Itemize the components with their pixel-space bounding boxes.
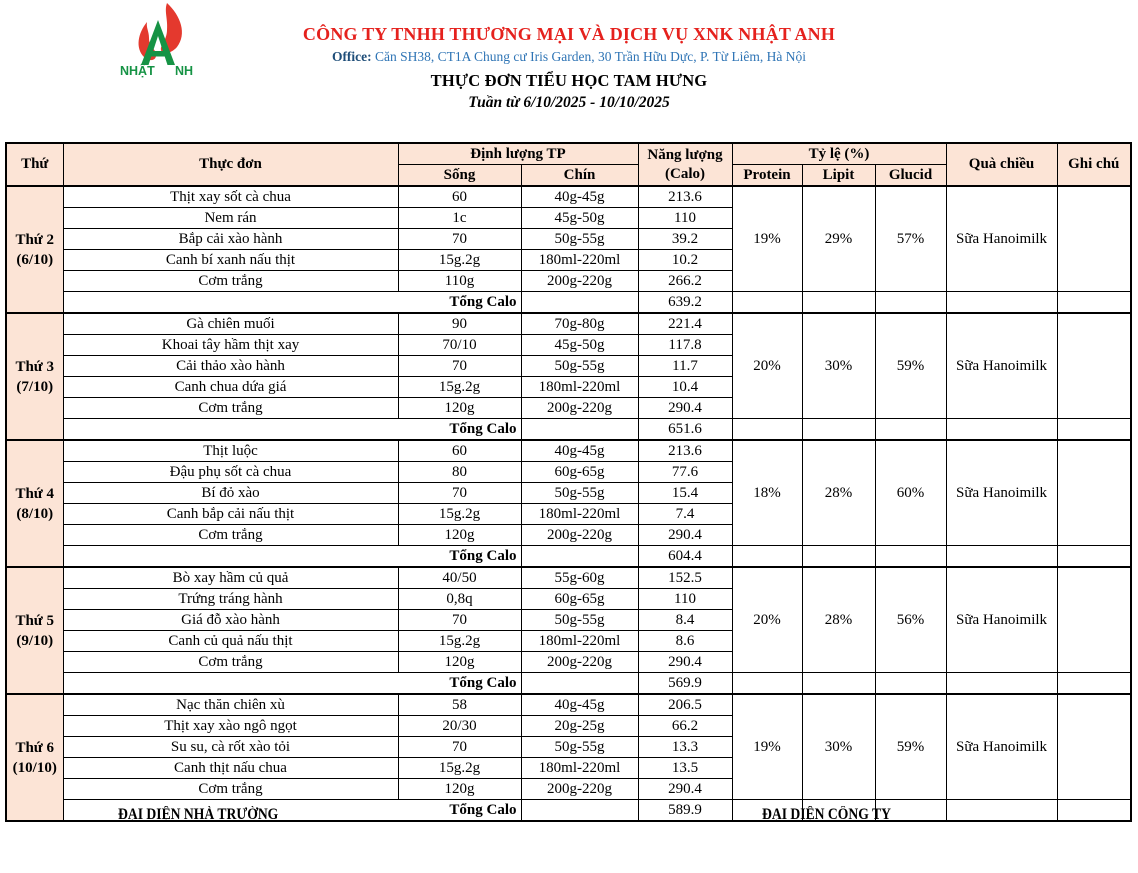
dish-song: 70: [398, 229, 521, 250]
dish-calo: 8.6: [638, 631, 732, 652]
dish-calo: 66.2: [638, 716, 732, 737]
ghi-chu-value: [1057, 694, 1131, 800]
dish-song: 20/30: [398, 716, 521, 737]
dish-chin: 40g-45g: [521, 694, 638, 716]
office-address-line: [0, 49, 1138, 65]
total-calo-value: 589.9: [638, 800, 732, 822]
glucid-value: 56%: [875, 567, 946, 673]
total-calo-value: 604.4: [638, 546, 732, 568]
menu-table: [5, 142, 1132, 822]
page-title: THỰC ĐƠN TIỂU HỌC TAM HƯNG: [430, 71, 708, 90]
dish-song: 80: [398, 462, 521, 483]
glucid-value: 59%: [875, 313, 946, 419]
empty-cell: [1057, 800, 1131, 822]
table-row: [6, 186, 1131, 208]
company-representative-label: ĐẠI DIỆN CÔNG TY: [762, 806, 891, 823]
protein-value: 20%: [732, 567, 802, 673]
qua-chieu-value: Sữa Hanoimilk: [946, 186, 1057, 292]
dish-chin: 180ml-220ml: [521, 758, 638, 779]
dish-name: Cải thảo xào hành: [63, 356, 398, 377]
col-header-protein: Protein: [732, 165, 802, 187]
dish-chin: 40g-45g: [521, 440, 638, 462]
logo-text-left: NHẬT: [120, 64, 155, 78]
empty-cell: [521, 673, 638, 695]
dish-song: 60: [398, 186, 521, 208]
col-header-dinh-luong: Định lượng TP: [398, 143, 638, 165]
dish-name: Canh bí xanh nấu thịt: [63, 250, 398, 271]
dish-name: Thịt luộc: [63, 440, 398, 462]
dish-name: Canh chua dứa giá: [63, 377, 398, 398]
day-label: [6, 694, 63, 821]
empty-cell: [946, 800, 1057, 822]
dish-calo: 77.6: [638, 462, 732, 483]
dish-song: 15g.2g: [398, 758, 521, 779]
dish-song: 70/10: [398, 335, 521, 356]
empty-cell: [802, 546, 875, 568]
dish-chin: 180ml-220ml: [521, 250, 638, 271]
document-header: [0, 24, 1138, 112]
dish-name: Thịt xay sốt cà chua: [63, 186, 398, 208]
col-header-thu: Thứ: [6, 143, 63, 186]
office-label: Office:: [331, 49, 372, 64]
col-header-nang-luong-line2: (Calo): [665, 165, 705, 182]
empty-cell: [946, 419, 1057, 441]
dish-song: 120g: [398, 525, 521, 546]
day-date: (8/10): [16, 505, 54, 522]
col-header-nang-luong: [638, 143, 732, 186]
dish-song: 15g.2g: [398, 504, 521, 525]
day-name: Thứ 6: [15, 739, 55, 756]
empty-cell: [802, 292, 875, 314]
day-date: (6/10): [16, 251, 54, 268]
table-row: [6, 567, 1131, 589]
empty-cell: [732, 546, 802, 568]
dish-calo: 152.5: [638, 567, 732, 589]
total-row: [6, 419, 1131, 441]
glucid-value: 59%: [875, 694, 946, 800]
dish-calo: 110: [638, 208, 732, 229]
protein-value: 20%: [732, 313, 802, 419]
col-header-thuc-don: Thực đơn: [63, 143, 398, 186]
day-name: Thứ 3: [15, 358, 55, 375]
total-row: [6, 292, 1131, 314]
dish-chin: 50g-55g: [521, 610, 638, 631]
dish-chin: 50g-55g: [521, 737, 638, 758]
day-label: [6, 440, 63, 567]
dish-chin: 45g-50g: [521, 335, 638, 356]
dish-song: 110g: [398, 271, 521, 292]
dish-chin: 50g-55g: [521, 229, 638, 250]
col-header-qua-chieu: Quà chiều: [946, 143, 1057, 186]
day-name: Thứ 4: [15, 485, 55, 502]
dish-song: 15g.2g: [398, 250, 521, 271]
dish-calo: 39.2: [638, 229, 732, 250]
empty-cell: [521, 292, 638, 314]
table-row: [6, 440, 1131, 462]
dish-song: 120g: [398, 779, 521, 800]
dish-calo: 290.4: [638, 398, 732, 419]
dish-name: Nạc thăn chiên xù: [63, 694, 398, 716]
dish-calo: 290.4: [638, 525, 732, 546]
logo-text-right: NH: [175, 64, 194, 78]
dish-song: 70: [398, 737, 521, 758]
table-row: [6, 694, 1131, 716]
total-row: [6, 673, 1131, 695]
total-label: Tổng Calo: [63, 419, 521, 441]
dish-name: Bò xay hầm củ quả: [63, 567, 398, 589]
dish-calo: 13.5: [638, 758, 732, 779]
total-label: Tổng Calo: [63, 673, 521, 695]
dish-song: 1c: [398, 208, 521, 229]
dish-chin: 180ml-220ml: [521, 377, 638, 398]
empty-cell: [732, 419, 802, 441]
dish-calo: 15.4: [638, 483, 732, 504]
empty-cell: [1057, 419, 1131, 441]
empty-cell: [732, 292, 802, 314]
dish-name: Cơm trắng: [63, 779, 398, 800]
dish-name: Trứng tráng hành: [63, 589, 398, 610]
dish-chin: 200g-220g: [521, 525, 638, 546]
empty-cell: [875, 292, 946, 314]
empty-cell: [521, 419, 638, 441]
lipit-value: 30%: [802, 694, 875, 800]
dish-song: 70: [398, 356, 521, 377]
dish-name: Cơm trắng: [63, 398, 398, 419]
dish-name: Giá đỗ xào hành: [63, 610, 398, 631]
dish-chin: 70g-80g: [521, 313, 638, 335]
dish-chin: 200g-220g: [521, 779, 638, 800]
col-header-chin: Chín: [521, 165, 638, 187]
protein-value: 19%: [732, 186, 802, 292]
dish-song: 120g: [398, 652, 521, 673]
col-header-ghi-chu: Ghi chú: [1057, 143, 1131, 186]
dish-name: Cơm trắng: [63, 525, 398, 546]
dish-calo: 206.5: [638, 694, 732, 716]
empty-cell: [946, 673, 1057, 695]
dish-song: 90: [398, 313, 521, 335]
day-label: [6, 567, 63, 694]
col-header-nang-luong-line1: Năng lượng: [647, 146, 723, 163]
total-label: Tổng Calo: [63, 546, 521, 568]
empty-cell: [521, 546, 638, 568]
dish-song: 15g.2g: [398, 377, 521, 398]
table-row: [6, 313, 1131, 335]
glucid-value: 60%: [875, 440, 946, 546]
empty-cell: [1057, 546, 1131, 568]
day-label: [6, 186, 63, 313]
dish-name: Gà chiên muối: [63, 313, 398, 335]
protein-value: 19%: [732, 694, 802, 800]
empty-cell: [875, 546, 946, 568]
dish-chin: 60g-65g: [521, 589, 638, 610]
empty-cell: [875, 419, 946, 441]
ghi-chu-value: [1057, 186, 1131, 292]
dish-song: 60: [398, 440, 521, 462]
lipit-value: 30%: [802, 313, 875, 419]
empty-cell: [946, 546, 1057, 568]
dish-name: Canh củ quả nấu thịt: [63, 631, 398, 652]
dish-calo: 10.4: [638, 377, 732, 398]
total-calo-value: 651.6: [638, 419, 732, 441]
dish-chin: 45g-50g: [521, 208, 638, 229]
dish-name: Cơm trắng: [63, 652, 398, 673]
dish-calo: 8.4: [638, 610, 732, 631]
company-name: CÔNG TY TNHH THƯƠNG MẠI VÀ DỊCH VỤ XNK NHẬT ANH: [302, 24, 836, 44]
dish-chin: 50g-55g: [521, 483, 638, 504]
dish-song: 70: [398, 483, 521, 504]
dish-calo: 110: [638, 589, 732, 610]
dish-name: Khoai tây hầm thịt xay: [63, 335, 398, 356]
empty-cell: [802, 419, 875, 441]
dish-calo: 13.3: [638, 737, 732, 758]
dish-chin: 40g-45g: [521, 186, 638, 208]
day-date: (7/10): [16, 378, 54, 395]
dish-calo: 290.4: [638, 652, 732, 673]
dish-calo: 221.4: [638, 313, 732, 335]
day-label: [6, 313, 63, 440]
dish-chin: 200g-220g: [521, 398, 638, 419]
dish-chin: 200g-220g: [521, 652, 638, 673]
dish-calo: 10.2: [638, 250, 732, 271]
empty-cell: [732, 673, 802, 695]
lipit-value: 29%: [802, 186, 875, 292]
qua-chieu-value: Sữa Hanoimilk: [946, 694, 1057, 800]
office-address: Căn SH38, CT1A Chung cư Iris Garden, 30 Trần Hữu Dực, P. Từ Liêm, Hà Nội: [375, 49, 807, 64]
empty-cell: [521, 800, 638, 822]
protein-value: 18%: [732, 440, 802, 546]
qua-chieu-value: Sữa Hanoimilk: [946, 313, 1057, 419]
total-label: Tổng Calo: [63, 292, 521, 314]
dish-name: Su su, cà rốt xào tỏi: [63, 737, 398, 758]
ghi-chu-value: [1057, 440, 1131, 546]
lipit-value: 28%: [802, 440, 875, 546]
dish-calo: 213.6: [638, 186, 732, 208]
dish-song: 0,8q: [398, 589, 521, 610]
ghi-chu-value: [1057, 567, 1131, 673]
ghi-chu-value: [1057, 313, 1131, 419]
glucid-value: 57%: [875, 186, 946, 292]
day-name: Thứ 5: [15, 612, 55, 629]
dish-name: Đậu phụ sốt cà chua: [63, 462, 398, 483]
empty-cell: [875, 673, 946, 695]
dish-chin: 180ml-220ml: [521, 631, 638, 652]
dish-song: 15g.2g: [398, 631, 521, 652]
dish-calo: 266.2: [638, 271, 732, 292]
dish-name: Cơm trắng: [63, 271, 398, 292]
total-calo-value: 639.2: [638, 292, 732, 314]
dish-song: 120g: [398, 398, 521, 419]
dish-calo: 290.4: [638, 779, 732, 800]
day-name: Thứ 2: [15, 231, 55, 248]
dish-song: 70: [398, 610, 521, 631]
day-date: (9/10): [16, 632, 54, 649]
dish-calo: 213.6: [638, 440, 732, 462]
week-range: Tuần từ 6/10/2025 - 10/10/2025: [468, 94, 670, 111]
col-header-lipit: Lipit: [802, 165, 875, 187]
total-calo-value: 569.9: [638, 673, 732, 695]
dish-calo: 11.7: [638, 356, 732, 377]
table-header-row-1: [6, 143, 1131, 165]
qua-chieu-value: Sữa Hanoimilk: [946, 567, 1057, 673]
col-header-song: Sống: [398, 165, 521, 187]
empty-cell: [802, 673, 875, 695]
dish-name: Bắp cải xào hành: [63, 229, 398, 250]
dish-name: Nem rán: [63, 208, 398, 229]
dish-chin: 60g-65g: [521, 462, 638, 483]
dish-chin: 200g-220g: [521, 271, 638, 292]
dish-chin: 20g-25g: [521, 716, 638, 737]
dish-calo: 117.8: [638, 335, 732, 356]
total-label: Tổng Calo: [63, 800, 521, 822]
dish-song: 40/50: [398, 567, 521, 589]
col-header-glucid: Glucid: [875, 165, 946, 187]
dish-song: 58: [398, 694, 521, 716]
empty-cell: [1057, 673, 1131, 695]
day-date: (10/10): [12, 759, 57, 776]
dish-chin: 55g-60g: [521, 567, 638, 589]
qua-chieu-value: Sữa Hanoimilk: [946, 440, 1057, 546]
empty-cell: [1057, 292, 1131, 314]
dish-calo: 7.4: [638, 504, 732, 525]
dish-chin: 180ml-220ml: [521, 504, 638, 525]
dish-name: Bí đỏ xào: [63, 483, 398, 504]
total-row: [6, 546, 1131, 568]
col-header-ty-le: Tỷ lệ (%): [732, 143, 946, 165]
school-representative-label: ĐẠI DIỆN NHÀ TRƯỜNG: [118, 806, 279, 823]
empty-cell: [946, 292, 1057, 314]
dish-chin: 50g-55g: [521, 356, 638, 377]
lipit-value: 28%: [802, 567, 875, 673]
dish-name: Thịt xay xào ngô ngọt: [63, 716, 398, 737]
dish-name: Canh bắp cải nấu thịt: [63, 504, 398, 525]
dish-name: Canh thịt nấu chua: [63, 758, 398, 779]
